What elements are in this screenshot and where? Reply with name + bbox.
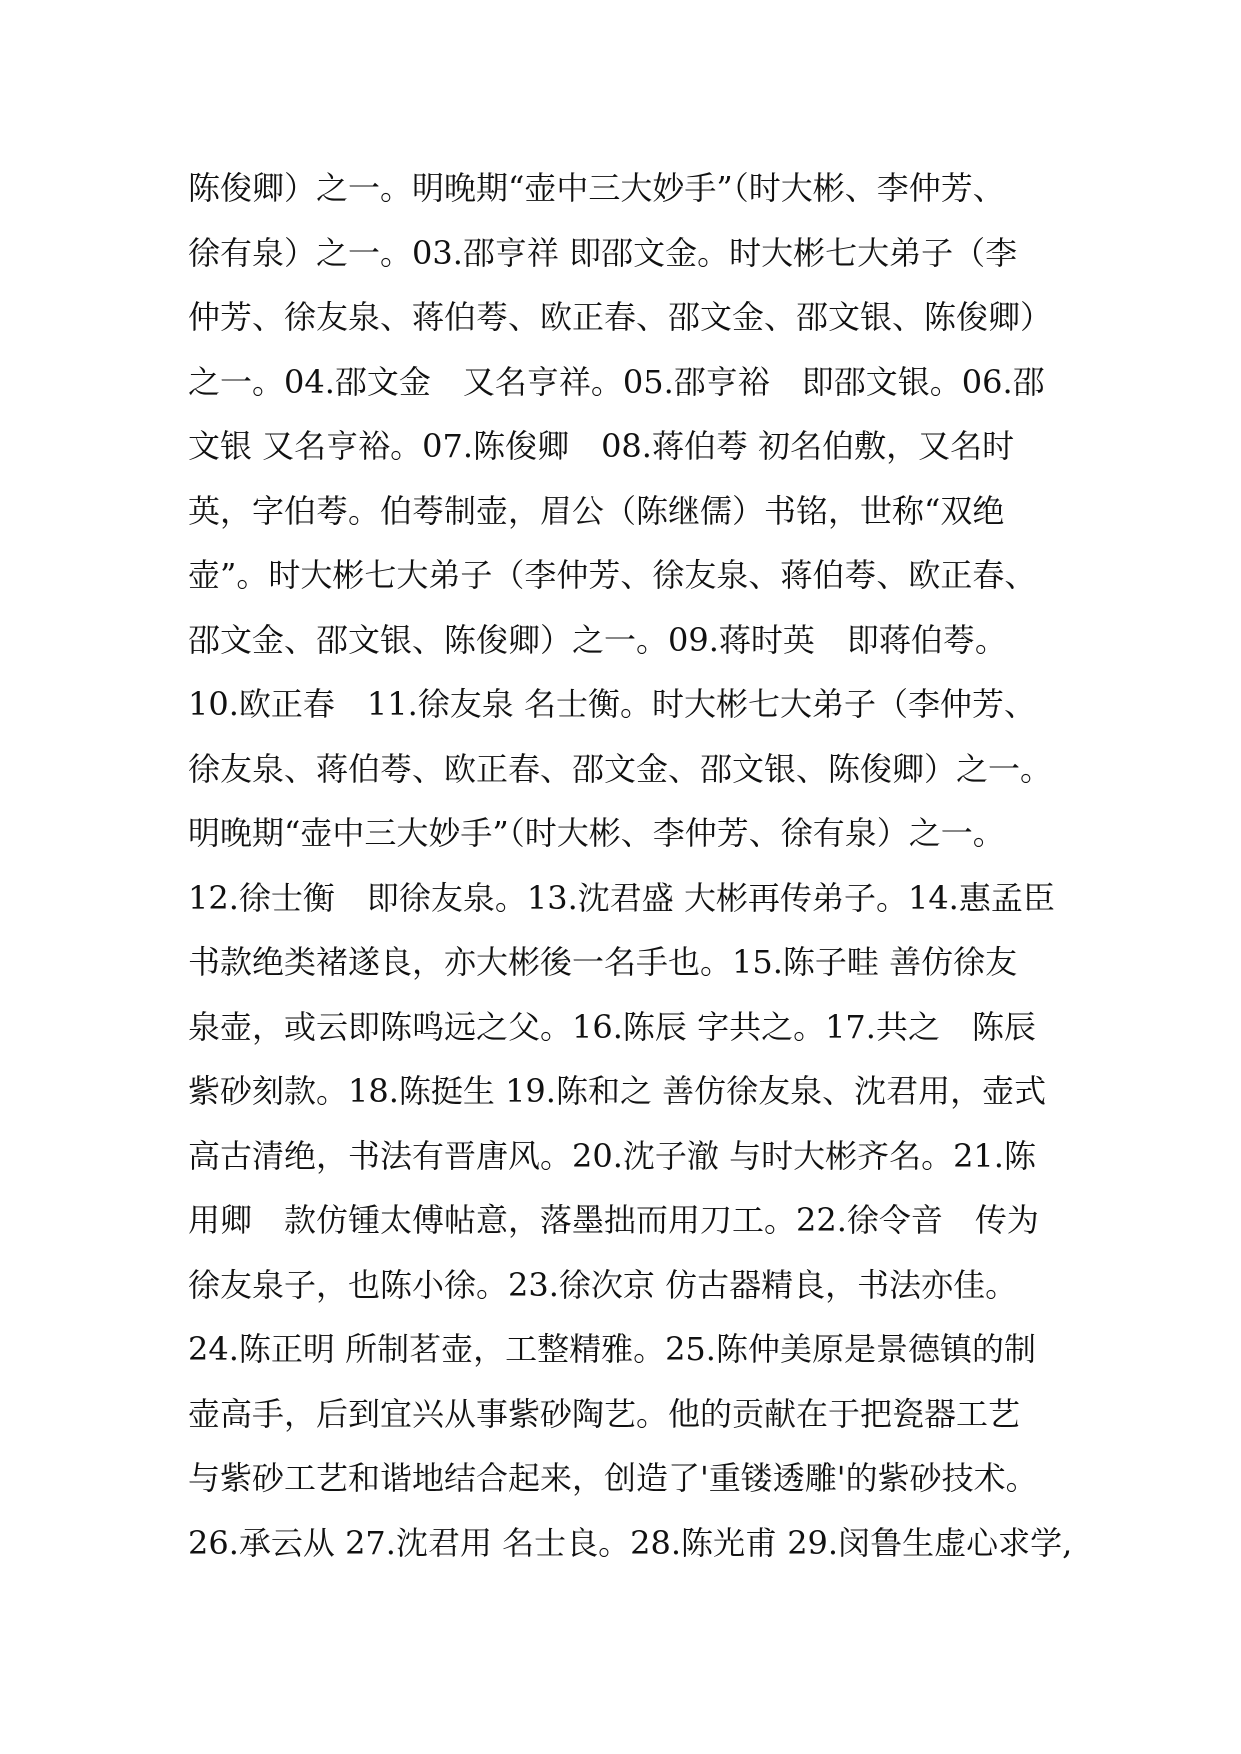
text-line: 用卿 款仿锺太傅帖意，落墨拙而用刀工。22.徐令音 传为 (188, 1201, 1039, 1239)
text-line: 徐友泉子，也陈小徐。23.徐次京 仿古器精良，书法亦佳。 (188, 1265, 1018, 1304)
text-line: 之一。04.邵文金 又名亨祥。05.邵亨裕 即邵文银。06.邵 (188, 362, 1045, 401)
text-line: 邵文金、邵文银、陈俊卿）之一。09.蒋时英 即蒋伯荂。 (188, 620, 1007, 659)
text-line: 徐友泉、蒋伯荂、欧正春、邵文金、邵文银、陈俊卿）之一。 (188, 749, 1053, 788)
text-line: 英，字伯荂。伯荂制壶，眉公（陈继儒）书铭，世称“双绝 (188, 491, 1005, 530)
text-line: 泉壶，或云即陈鸣远之父。16.陈辰 字共之。17.共之 陈辰 (188, 1007, 1036, 1046)
text-line: 壶高手，后到宜兴从事紫砂陶艺。他的贡献在于把瓷器工艺 (188, 1394, 1021, 1433)
text-line: 徐有泉）之一。03.邵亨祥 即邵文金。时大彬七大弟子（李 (188, 233, 1018, 272)
text-line: 与紫砂工艺和谐地结合起来，创造了'重镂透雕'的紫砂技术。 (188, 1459, 1038, 1497)
text-line: 壶”。时大彬七大弟子（李仲芳、徐友泉、蒋伯荂、欧正春、 (188, 556, 1037, 594)
text-line: 10.欧正春 11.徐友泉 名士衡。时大彬七大弟子（李仲芳、 (188, 685, 1036, 723)
text-line: 陈俊卿）之一。明晚期“壶中三大妙手”（时大彬、李仲芳、 (188, 169, 1005, 207)
text-line: 26.承云从 27.沈君用 名士良。28.陈光甫 29.闵鲁生虚心求学, (188, 1523, 1073, 1562)
body-text (188, 156, 1088, 1575)
text-line: 24.陈正明 所制茗壶，工整精雅。25.陈仲美原是景德镇的制 (188, 1330, 1036, 1368)
text-line: 12.徐士衡 即徐友泉。13.沈君盛 大彬再传弟子。14.惠孟臣 (188, 878, 1055, 917)
text-line: 文银 又名亨裕。07.陈俊卿 08.蒋伯荂 初名伯敷，又名时 (188, 427, 1015, 465)
text-line: 紫砂刻款。18.陈挺生 19.陈和之 善仿徐友泉、沈君用，壶式 (188, 1072, 1047, 1110)
text-line: 仲芳、徐友泉、蒋伯荂、欧正春、邵文金、邵文银、陈俊卿） (188, 298, 1053, 336)
text-line: 高古清绝，书法有晋唐风。20.沈子澈 与时大彬齐名。21.陈 (188, 1136, 1036, 1175)
text-line: 书款绝类褚遂良，亦大彬後一名手也。15.陈子畦 善仿徐友 (188, 943, 1018, 981)
text-line: 明晚期“壶中三大妙手”（时大彬、李仲芳、徐有泉）之一。 (188, 814, 1005, 852)
